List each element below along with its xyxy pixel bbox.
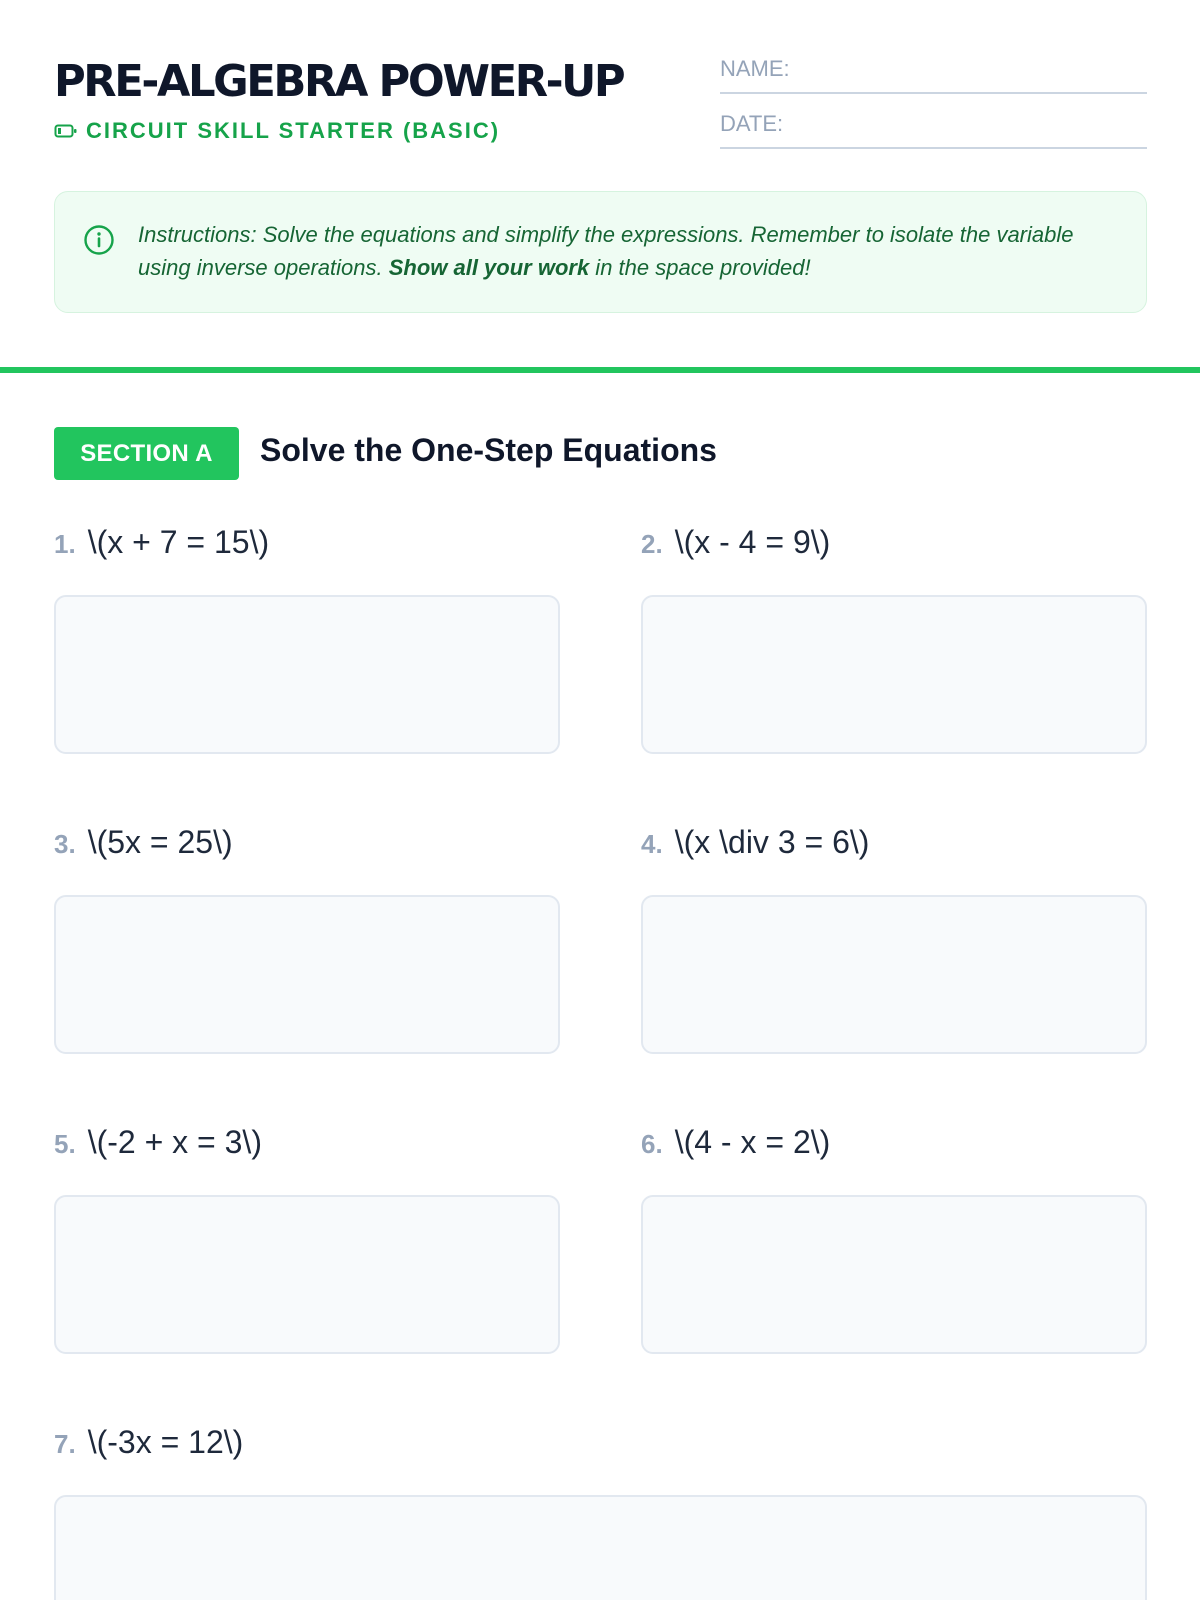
problem-number: 3. <box>54 829 76 859</box>
instructions-box <box>54 191 1147 313</box>
work-area-4[interactable] <box>641 895 1147 1054</box>
worksheet-title: PRE-ALGEBRA POWER-UP <box>54 56 624 107</box>
problem-number: 7. <box>54 1429 76 1459</box>
name-label: NAME: <box>720 56 790 81</box>
problem-equation: \(5x = 25\) <box>87 824 233 860</box>
problem-6 <box>641 1124 830 1161</box>
work-area-5[interactable] <box>54 1195 560 1354</box>
section-divider <box>0 367 1200 373</box>
worksheet-subtitle <box>54 118 500 144</box>
instructions-emphasis: Show all your work <box>388 255 590 280</box>
problem-number: 2. <box>641 529 663 559</box>
problem-7 <box>54 1424 243 1461</box>
problem-equation: \(-3x = 12\) <box>87 1424 244 1460</box>
problem-equation: \(-2 + x = 3\) <box>87 1124 262 1160</box>
section-title: Solve the One-Step Equations <box>260 432 717 468</box>
problem-3 <box>54 824 233 861</box>
problem-number: 6. <box>641 1129 663 1159</box>
problem-4 <box>641 824 869 861</box>
info-icon <box>83 224 115 256</box>
problem-1 <box>54 524 269 561</box>
problem-number: 4. <box>641 829 663 859</box>
instructions-text <box>138 218 1128 284</box>
work-area-6[interactable] <box>641 1195 1147 1354</box>
problem-number: 1. <box>54 529 76 559</box>
work-area-3[interactable] <box>54 895 560 1054</box>
problem-number: 5. <box>54 1129 76 1159</box>
problem-equation: \(x \div 3 = 6\) <box>674 824 870 860</box>
work-area-1[interactable] <box>54 595 560 754</box>
date-label: DATE: <box>720 111 784 136</box>
problem-2 <box>641 524 830 561</box>
work-area-2[interactable] <box>641 595 1147 754</box>
problem-equation: \(x - 4 = 9\) <box>674 524 831 560</box>
section-badge: SECTION A <box>54 427 239 480</box>
instructions-tail: in the space provided! <box>589 255 811 280</box>
name-field[interactable] <box>720 56 1147 94</box>
work-area-7[interactable] <box>54 1495 1147 1600</box>
subtitle-text: CIRCUIT SKILL STARTER (BASIC) <box>86 118 501 143</box>
problem-5 <box>54 1124 262 1161</box>
problem-equation: \(x + 7 = 15\) <box>87 524 270 560</box>
instructions-lead: Instructions: Solve the equations and simplify the expressions. Remember to isolate the variable using inverse operations. <box>138 222 1074 280</box>
date-field[interactable] <box>720 111 1147 149</box>
battery-icon <box>54 123 78 139</box>
problem-equation: \(4 - x = 2\) <box>674 1124 831 1160</box>
